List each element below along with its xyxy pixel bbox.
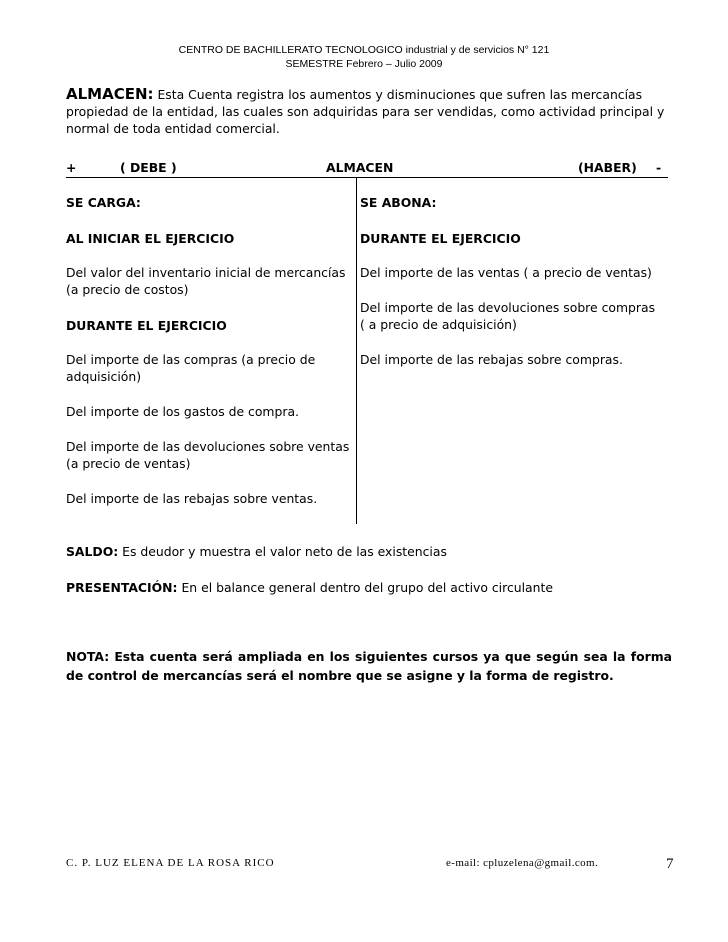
t-account-horizontal-rule [66, 177, 668, 178]
right-item-3: Del importe de las rebajas sobre compras. [360, 352, 623, 367]
t-account-vertical-rule [356, 178, 357, 524]
footer-email: e-mail: cpluzelena@gmail.com. [446, 857, 599, 869]
nota-paragraph: NOTA: Esta cuenta será ampliada en los siguientes cursos ya que según sea la forma de control de mercancías será el nombre que se asigne y la forma de registro. [66, 649, 672, 683]
header-line-1: CENTRO DE BACHILLERATO TECNOLOGICO industrial y de servicios N° 121 [178, 44, 550, 56]
left-subheading-2: DURANTE EL EJERCICIO [66, 318, 227, 333]
page-number: 7 [666, 856, 674, 872]
t-account-debe: ( DEBE ) [120, 160, 177, 175]
t-account-minus: - [656, 160, 662, 175]
right-heading: SE ABONA: [360, 195, 437, 210]
saldo-text: Es deudor y muestra el valor neto de las existencias [122, 544, 447, 559]
t-account-haber: (HABER) [578, 160, 637, 175]
left-item-2: Del importe de las compras (a precio de adquisición) [66, 352, 316, 384]
left-heading: SE CARGA: [66, 195, 141, 210]
intro-term: ALMACEN: [66, 85, 154, 103]
t-account-plus: + [66, 160, 77, 175]
intro-paragraph [66, 86, 678, 137]
presentacion-label: PRESENTACIÓN: [66, 580, 178, 595]
right-subheading-1: DURANTE EL EJERCICIO [360, 231, 521, 246]
right-item-2: Del importe de las devoluciones sobre compras ( a precio de adquisición) [360, 300, 656, 332]
presentacion-line [66, 579, 678, 596]
right-item-1: Del importe de las ventas ( a precio de ventas) [360, 265, 652, 280]
saldo-label: SALDO: [66, 544, 119, 559]
footer-author: C. P. LUZ ELENA DE LA ROSA RICO [66, 857, 275, 869]
saldo-line [66, 543, 678, 560]
header-line-2: SEMESTRE Febrero – Julio 2009 [285, 58, 443, 70]
left-subheading-1: AL INICIAR EL EJERCICIO [66, 231, 235, 246]
intro-text: Esta Cuenta registra los aumentos y disminuciones que sufren las mercancías propiedad de la entidad, las cuales son adquiridas para ser vendidas, como actividad principal y normal de toda entidad comercial. [66, 87, 665, 136]
left-item-3: Del importe de los gastos de compra. [66, 404, 299, 419]
left-item-5: Del importe de las rebajas sobre ventas. [66, 491, 318, 506]
left-item-4: Del importe de las devoluciones sobre ventas (a precio de ventas) [66, 439, 350, 471]
t-account-title: ALMACEN [326, 160, 394, 175]
presentacion-text: En el balance general dentro del grupo del activo circulante [181, 580, 553, 595]
left-item-1: Del valor del inventario inicial de mercancías (a precio de costos) [66, 265, 346, 297]
